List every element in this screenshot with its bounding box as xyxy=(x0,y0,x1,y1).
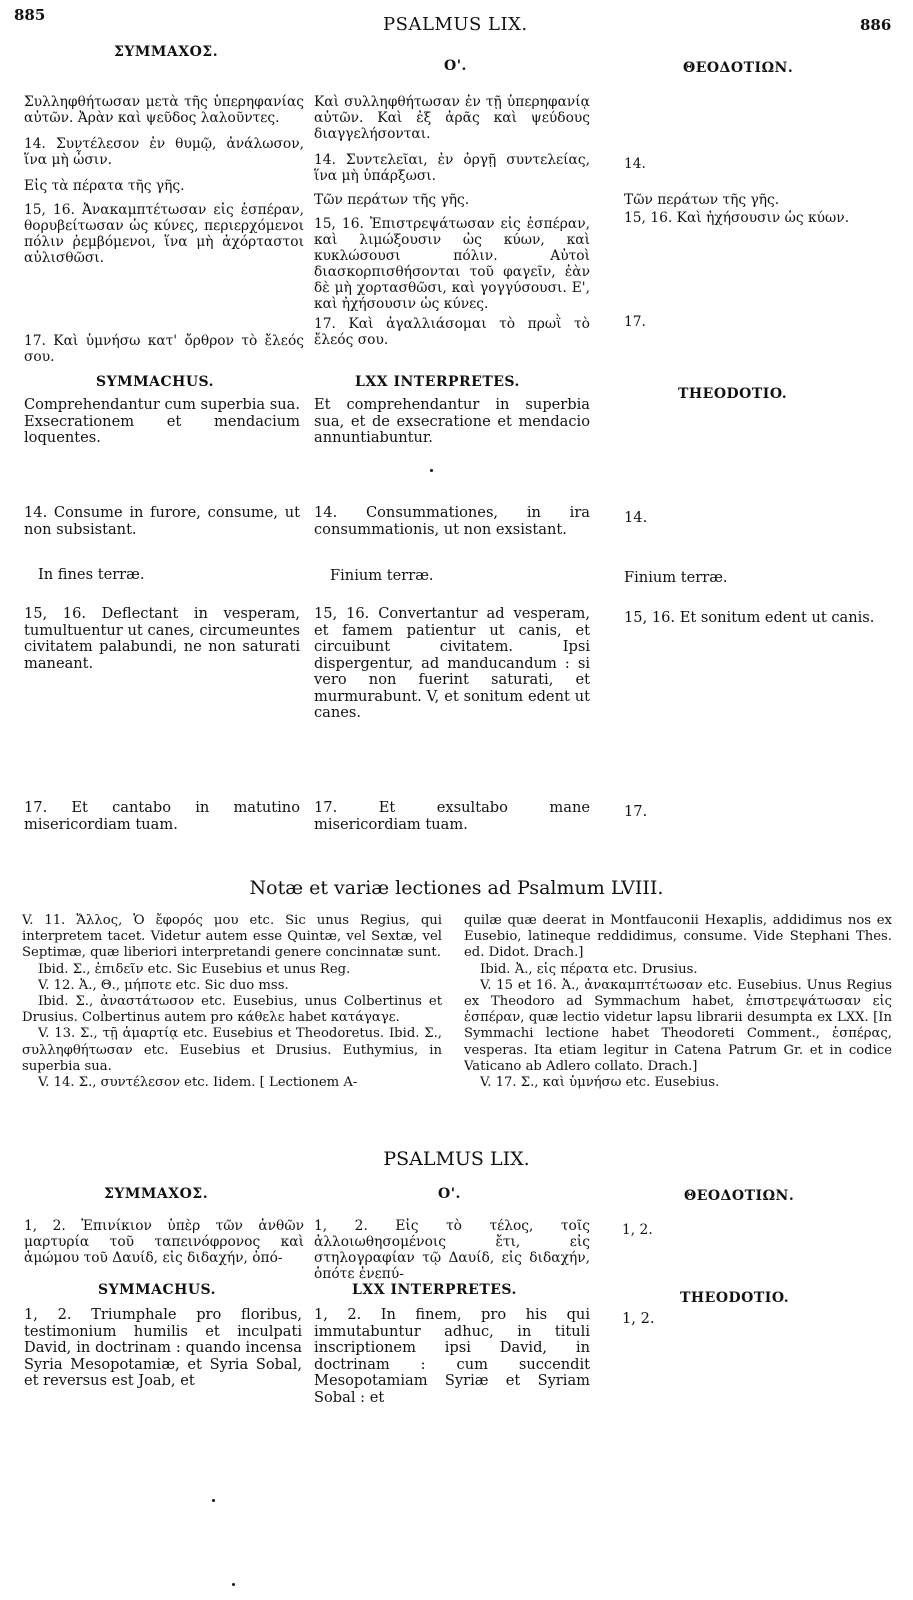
symmachus-greek-heading-2: ΣΥΜΜΑΧΟΣ. xyxy=(104,1186,209,1202)
theodotio-latin-finium: Finium terræ. xyxy=(624,569,728,586)
symmachus-greek-verse-17: 17. Καὶ ὑμνήσω κατ' ὄρθρον τὸ ἔλεός σου. xyxy=(24,333,304,365)
note-entry: Ibid. Ἀ., εἰς πέρατα etc. Drusius. xyxy=(480,961,698,977)
note-entry: Ibid. Σ., ἐπιδεῖν etc. Sic Eusebius et unus Reg. xyxy=(38,961,351,977)
lxx-latin-title: 1, 2. In finem, pro his qui immutabuntur adhuc, in tituli inscriptionem ipsi David, in doctrinam : cum succendit Mesopotamiam Syriæ et Syriam Sobal : et xyxy=(314,1306,590,1406)
note-entry: V. 17. Σ., καὶ ὑμνήσω etc. Eusebius. xyxy=(480,1075,720,1091)
note-entry: V. 11. Ἄλλος, Ὁ ἔφορός μου etc. Sic unus Regius, qui interpretem tacet. Videtur autem esse Quintæ, vel Sextæ, vel Septimæ, quæ liberiori interpretandi genere concinnatæ sunt. xyxy=(22,913,442,961)
verse-15-16: 15, 16. Ἐπιστρεψάτωσαν εἰς ἑσπέραν, καὶ λιμώξουσιν ὡς κύων, καὶ κυκλώσουσι πόλιν. Αὐτοὶ διασκορπισθήσονται τοῦ φαγεῖν, ἐὰν δὲ μὴ χορτασθῶσι, καὶ γογγύσουσι. Ε', καὶ ἠχήσουσιν ὡς κύνες. xyxy=(314,216,590,312)
symmachus-latin-verse-14: 14. Consume in furore, consume, ut non subsistant. xyxy=(24,504,300,538)
lxx-greek-title: 1, 2. Εἰς τὸ τέλος, τοῖς ἀλλοιωθησομένοις ἔτι, εἰς στηλογραφίαν τῷ Δαυίδ, εἰς διδαχήν, ὁπότε ἐνεπύ- xyxy=(314,1218,590,1282)
notes-left-column xyxy=(22,913,442,1091)
printers-dot xyxy=(212,1499,215,1502)
verse-15-16: 15, 16. Ἀνακαμπτέτωσαν εἰς ἑσπέραν, θορυβείτωσαν ὡς κύνες, περιερχόμενοι πόλιν ῥεμβόμενοι, ἵνα μὴ ἀχόρταστοι αὐλισθῶσι. xyxy=(24,202,304,266)
verse-text: Καὶ συλληφθήτωσαν ἐν τῇ ὑπερηφανίᾳ αὐτῶν. Καὶ ἐξ ἀρᾶς καὶ ψεύδους διαγγελήσονται. xyxy=(314,94,590,142)
symmachus-greek-column xyxy=(24,94,304,266)
notes-title: Notæ et variæ lectiones ad Psalmum LVIII. xyxy=(249,877,664,899)
symmachus-latin-heading: SYMMACHUS. xyxy=(96,374,215,390)
note-entry: V. 14. Σ., συντέλεσον etc. Iidem. [ Lectionem A- xyxy=(38,1075,358,1091)
note-entry: V. 12. Ἀ., Θ., μήποτε etc. Sic duo mss. xyxy=(38,977,289,993)
lxx-greek-heading-2: Ο'. xyxy=(438,1186,461,1202)
verse-14: 14. Συντέλεσον ἐν θυμῷ, ἀνάλωσον, ἵνα μὴ ὦσιν. xyxy=(24,136,304,168)
printers-dot xyxy=(232,1583,235,1586)
theodotio-latin-verse-15-16: 15, 16. Et sonitum edent ut canis. xyxy=(624,609,875,626)
notes-right-column xyxy=(464,913,892,1091)
note-entry: quilæ quæ deerat in Montfauconii Hexaplis, addidimus nos ex Eusebio, latineque reddidimus, consume. Vide Stephani Thes. ed. Didot. Drach.] xyxy=(464,913,892,961)
theodotio-latin-title: 1, 2. xyxy=(622,1310,655,1327)
symmachus-greek-title: 1, 2. Ἐπινίκιον ὑπὲρ τῶν ἀνθῶν μαρτυρία τοῦ ταπεινόφρονος καὶ ἀμώμου τοῦ Δαυίδ, εἰς διδαχήν, ὁπό- xyxy=(24,1218,304,1266)
lxx-greek-column xyxy=(314,94,590,348)
symmachus-latin-fines: In fines terræ. xyxy=(38,566,145,583)
symmachus-latin-verse-15-16: 15, 16. Deflectant in vesperam, tumultuentur ut canes, circumeuntes civitatem palabundi, ne non saturati maneant. xyxy=(24,605,300,672)
theodotio-latin-verse-14: 14. xyxy=(624,509,648,526)
lxx-latin-verse-17: 17. Et exsultabo mane misericordiam tuam. xyxy=(314,799,590,833)
note-entry: V. 15 et 16. Ἀ., ἀνακαμπτέτωσαν etc. Eusebius. Unus Regius ex Theodoro ad Symmachum habet, ἐπιστρεψάτωσαν εἰς ἑσπέραν, quæ lectio videtur lapsu librarii desumpta ex LXX. [In Symmachi lectione habet Theodoreti Comment., ἑσπέρας, vesperas. Ita etiam legitur in Catena Patrum Gr. et in codice Vaticano ab Adlero collato. Drach.] xyxy=(464,977,892,1074)
lxx-latin-verse-15-16: 15, 16. Convertantur ad vesperam, et famem patientur ut canis, et circuibunt civitatem. Ipsi dispergentur, ad manducandum : si vero non fuerint saturati, et murmurabunt. V, et sonitum edent ut canes. xyxy=(314,605,590,721)
lxx-latin-heading: LXX INTERPRETES. xyxy=(355,374,520,390)
lxx-latin-finium: Finium terræ. xyxy=(330,567,434,584)
theodotion-greek-heading: ΘΕΟΔΟΤΙΩΝ. xyxy=(683,60,794,76)
verse-ends: Εἰς τὰ πέρατα τῆς γῆς. xyxy=(24,178,185,194)
lxx-latin-text: Et comprehendantur in superbia sua, et de exsecratione et mendacio annuntiabuntur. xyxy=(314,396,590,446)
printers-dot xyxy=(430,469,433,472)
theodotion-greek-title: 1, 2. xyxy=(622,1222,653,1238)
theodotio-latin-heading-2: THEODOTIO. xyxy=(680,1290,790,1306)
verse-17: 17. xyxy=(624,314,646,330)
running-title: PSALMUS LIX. xyxy=(383,14,528,35)
theodotion-greek-column xyxy=(624,156,899,330)
theodotio-latin-heading: THEODOTIO. xyxy=(678,386,788,402)
lxx-latin-heading-2: LXX INTERPRETES. xyxy=(352,1282,517,1298)
page-number-right: 886 xyxy=(860,16,892,34)
verse-14: 14. xyxy=(624,156,646,172)
symmachus-latin-text: Comprehendantur cum superbia sua. Exsecrationem et mendacium loquentes. xyxy=(24,396,300,446)
verse-ends: Τῶν περάτων τῆς γῆς. xyxy=(624,192,780,208)
verse-17: 17. Καὶ ἀγαλλιάσομαι τὸ πρωῒ τὸ ἔλεός σου. xyxy=(314,316,590,348)
lxx-latin-verse-14: 14. Consummationes, in ira consummationis, ut non exsistant. xyxy=(314,504,590,538)
symmachus-latin-title: 1, 2. Triumphale pro floribus, testimonium humilis et inculpati David, in doctrinam : quando incensa Syria Mesopotamiæ, et Syria Sobal, et reversus est Joab, et xyxy=(24,1306,302,1389)
lxx-greek-heading: Ο'. xyxy=(444,58,467,74)
verse-ends: Τῶν περάτων τῆς γῆς. xyxy=(314,192,470,208)
verse-14: 14. Συντελεῖαι, ἐν ὀργῇ συντελείας, ἵνα μὴ ὑπάρξωσι. xyxy=(314,152,590,184)
theodotion-greek-heading-2: ΘΕΟΔΟΤΙΩΝ. xyxy=(684,1188,795,1204)
note-entry: V. 13. Σ., τῇ ἁμαρτίᾳ etc. Eusebius et Theodoretus. Ibid. Σ., συλληφθήτωσαν etc. Eusebius et Drusius. Euthymius, in superbia sua. xyxy=(22,1026,442,1074)
verse-text: Συλληφθήτωσαν μετὰ τῆς ὑπερηφανίας αὐτῶν. Ἀρὰν καὶ ψεῦδος λαλοῦντες. xyxy=(24,94,304,126)
psalm-title: PSALMUS LIX. xyxy=(383,1148,530,1170)
symmachus-latin-verse-17: 17. Et cantabo in matutino misericordiam tuam. xyxy=(24,799,300,833)
note-entry: Ibid. Σ., ἀναστάτωσον etc. Eusebius, unus Colbertinus et Drusius. Colbertinus autem pro κάθελε habet κατάγαγε. xyxy=(22,994,442,1026)
symmachus-latin-heading-2: SYMMACHUS. xyxy=(98,1282,217,1298)
symmachus-greek-heading: ΣΥΜΜΑΧΟΣ. xyxy=(114,44,219,60)
theodotio-latin-verse-17: 17. xyxy=(624,803,648,820)
page-number-left: 885 xyxy=(14,6,46,24)
verse-15-16: 15, 16. Καὶ ἠχήσουσιν ὡς κύων. xyxy=(624,210,850,226)
